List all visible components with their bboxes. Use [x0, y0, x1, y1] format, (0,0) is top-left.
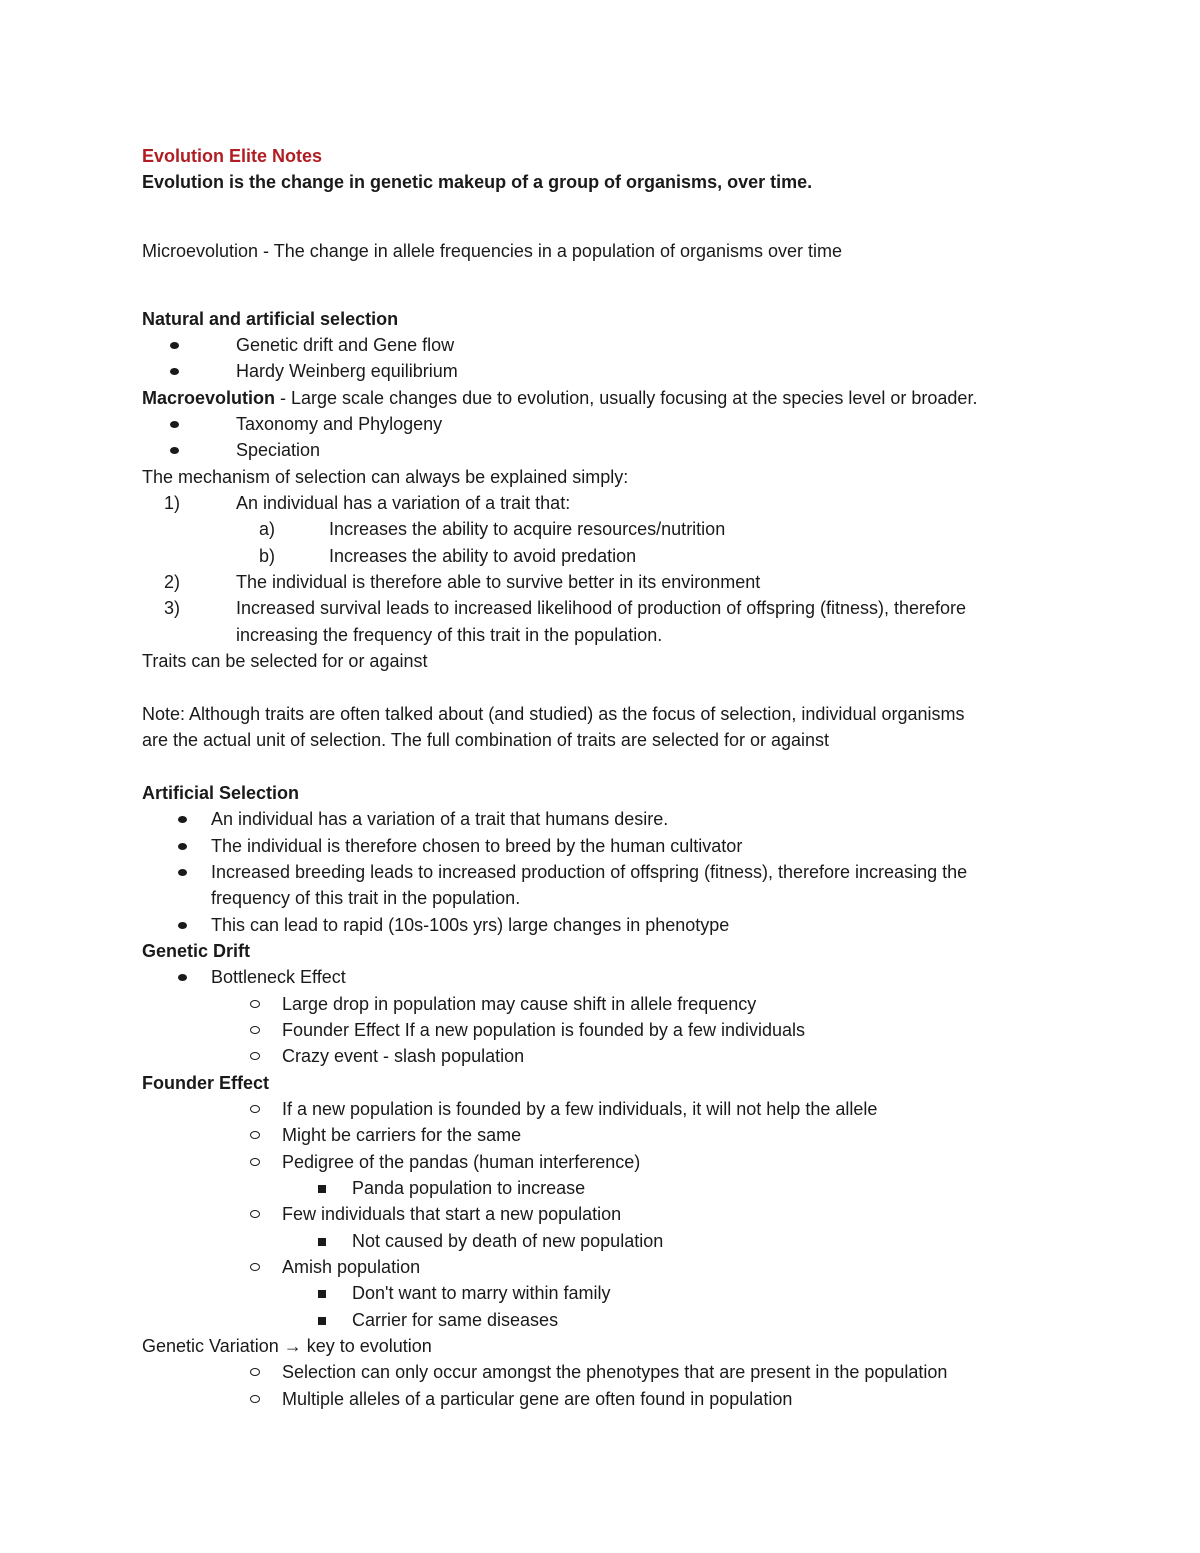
note-line: Note: Although traits are often talked about (and studied) as the focus of selection, individual organisms: [142, 704, 965, 724]
macroevolution-line: [142, 385, 977, 411]
list-item: Don't want to marry within family: [0, 1280, 1200, 1306]
numbered-item: a) Increases the ability to acquire resources/nutrition: [259, 519, 726, 539]
bullet-dot-icon: [178, 843, 187, 850]
list-item: Not caused by death of new population: [0, 1228, 1200, 1254]
list-item: This can lead to rapid (10s-100s yrs) large changes in phenotype: [0, 912, 1200, 938]
list-item: Selection can only occur amongst the phenotypes that are present in the population: [0, 1359, 1200, 1385]
genetic-variation-heading: Genetic Variation → key to evolution: [142, 1336, 432, 1356]
bullet-circle-icon: [250, 1026, 260, 1034]
bullet-square-icon: [318, 1290, 326, 1298]
list-item: The individual is therefore chosen to breed by the human cultivator: [0, 833, 1200, 859]
bullet-square-icon: [318, 1185, 326, 1193]
bullet-circle-icon: [250, 1210, 260, 1218]
bullet-dot-icon: [170, 421, 179, 428]
numbered-item-continuation: increasing the frequency of this trait in the population.: [236, 625, 663, 645]
bullet-circle-icon: [250, 1395, 260, 1403]
list-item: Bottleneck Effect: [0, 964, 1200, 990]
bullet-dot-icon: [178, 869, 187, 876]
list-item: Crazy event - slash population: [0, 1043, 1200, 1069]
bullet-circle-icon: [250, 1131, 260, 1139]
list-item: Hardy Weinberg equilibrium: [0, 358, 1200, 384]
list-item: Genetic drift and Gene flow: [0, 332, 1200, 358]
note-line: are the actual unit of selection. The full combination of traits are selected for or against: [142, 730, 830, 750]
bullet-dot-icon: [178, 816, 187, 823]
mechanism-intro: The mechanism of selection can always be explained simply:: [142, 467, 629, 487]
founder-effect-heading: Founder Effect: [142, 1073, 270, 1093]
bullet-circle-icon: [250, 1105, 260, 1113]
list-item: Carrier for same diseases: [0, 1307, 1200, 1333]
list-item: Pedigree of the pandas (human interference): [0, 1149, 1200, 1175]
list-item: Multiple alleles of a particular gene are often found in population: [0, 1386, 1200, 1412]
list-item: Might be carriers for the same: [0, 1122, 1200, 1148]
bullet-square-icon: [318, 1317, 326, 1325]
evolution-definition: Evolution is the change in genetic makeup of a group of organisms, over time.: [142, 172, 813, 192]
list-item: If a new population is founded by a few individuals, it will not help the allele: [0, 1096, 1200, 1122]
numbered-item: b) Increases the ability to avoid predation: [259, 546, 637, 566]
artificial-selection-heading: Artificial Selection: [142, 783, 300, 803]
list-item: Few individuals that start a new population: [0, 1201, 1200, 1227]
list-item: Large drop in population may cause shift in allele frequency: [0, 991, 1200, 1017]
traits-line: Traits can be selected for or against: [142, 651, 428, 671]
numbered-item: 2) The individual is therefore able to survive better in its environment: [164, 572, 761, 592]
numbered-item: 1) An individual has a variation of a trait that:: [164, 493, 571, 513]
list-item: Panda population to increase: [0, 1175, 1200, 1201]
bullet-dot-icon: [178, 922, 187, 929]
macroevolution-label: Macroevolution: [142, 388, 276, 408]
bullet-dot-icon: [170, 368, 179, 375]
bullet-dot-icon: [170, 342, 179, 349]
bullet-circle-icon: [250, 1263, 260, 1271]
bullet-circle-icon: [250, 1000, 260, 1008]
natural-selection-heading: Natural and artificial selection: [142, 309, 399, 329]
list-item: An individual has a variation of a trait that humans desire.: [0, 806, 1200, 832]
microevolution-line: Microevolution - The change in allele frequencies in a population of organisms over time: [142, 241, 843, 261]
bullet-dot-icon: [178, 974, 187, 981]
list-item-continuation: frequency of this trait in the population.: [211, 888, 521, 908]
bullet-square-icon: [318, 1238, 326, 1246]
list-item: Amish population: [0, 1254, 1200, 1280]
list-item: Taxonomy and Phylogeny: [0, 411, 1200, 437]
list-item: Speciation: [0, 437, 1200, 463]
list-item: Increased breeding leads to increased production of offspring (fitness), therefore increasing the: [0, 859, 1200, 885]
bullet-circle-icon: [250, 1158, 260, 1166]
bullet-circle-icon: [250, 1368, 260, 1376]
list-item: Founder Effect If a new population is founded by a few individuals: [0, 1017, 1200, 1043]
macroevolution-text: - Large scale changes due to evolution, usually focusing at the species level or broader.: [275, 388, 978, 408]
bullet-dot-icon: [170, 447, 179, 454]
bullet-circle-icon: [250, 1052, 260, 1060]
genetic-drift-heading: Genetic Drift: [142, 941, 251, 961]
doc-title: Evolution Elite Notes: [142, 146, 323, 166]
numbered-item: 3) Increased survival leads to increased likelihood of production of offspring (fitness), therefore: [164, 598, 967, 618]
